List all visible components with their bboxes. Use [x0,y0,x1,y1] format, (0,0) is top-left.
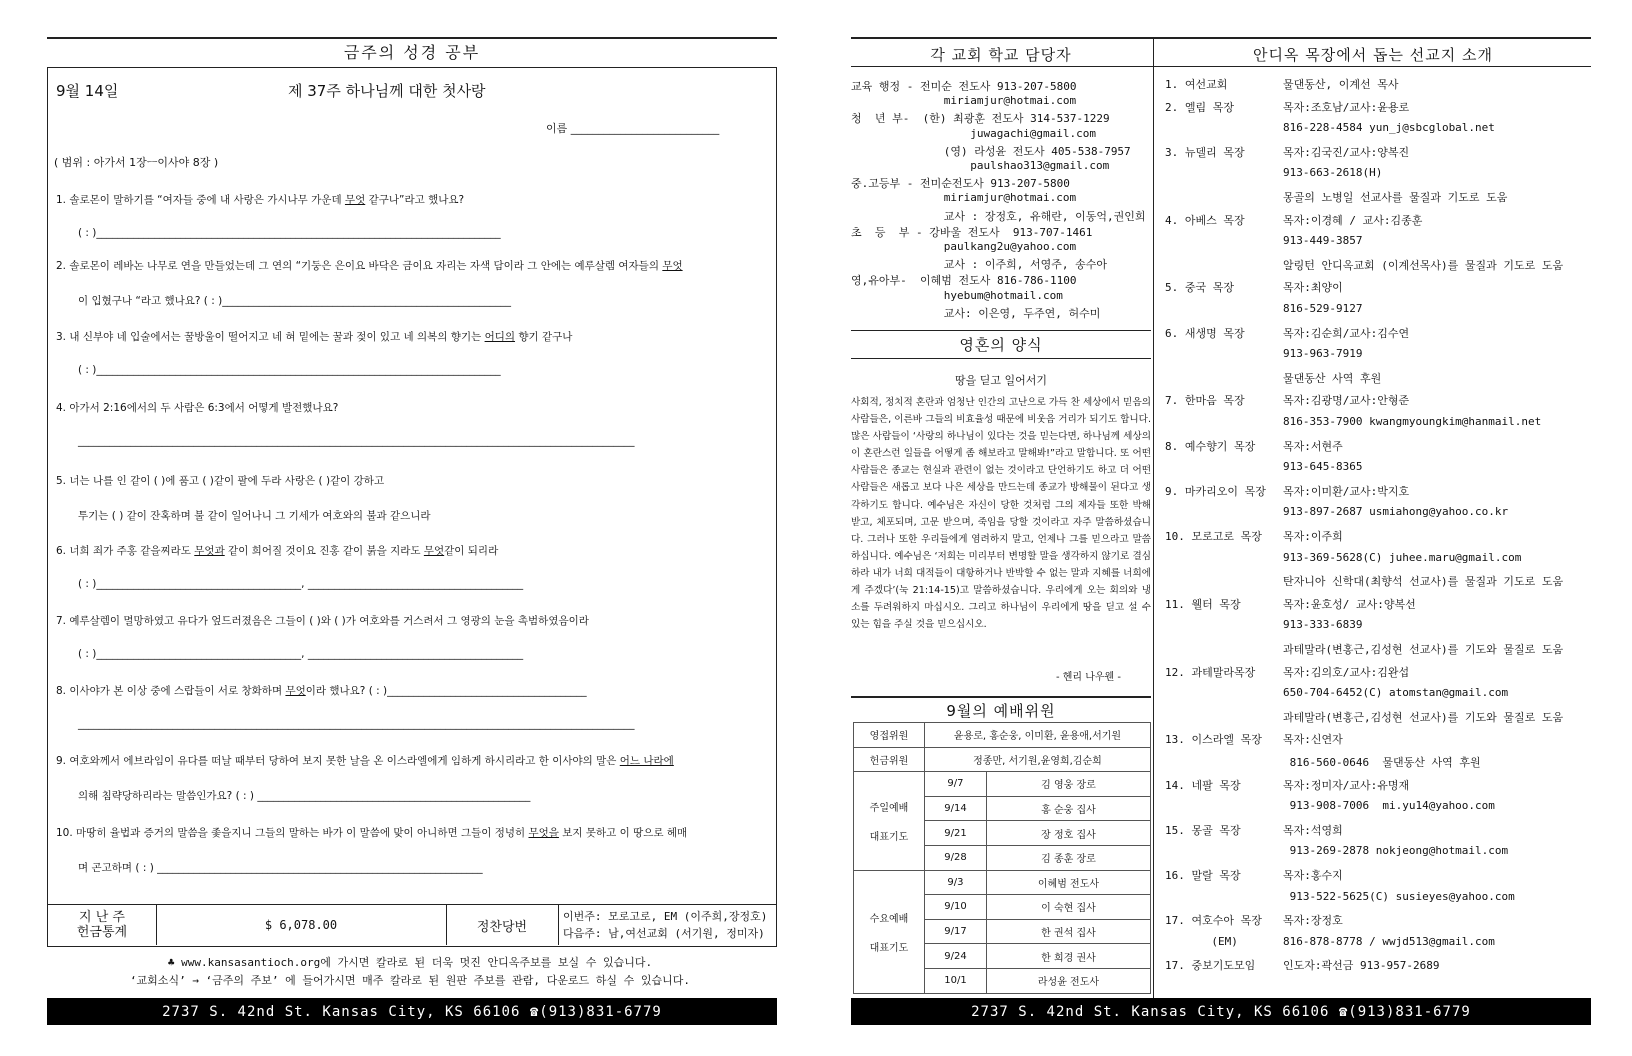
missionary-detail: 목자:석영희 [1283,823,1343,837]
missionary-group-name: 4. 아베스 목장 [1165,213,1245,227]
staff-line: 중.고등부 - 전미순전도사 913-207-5800 [851,177,1070,191]
host-next-week: 다음주: 남,여선교회 (서기원, 정미자) [563,927,765,940]
offering-label [48,905,157,945]
missionary-group-name: 12. 과테말라목장 [1165,665,1256,679]
missionary-group-name: 9. 마카리오이 목장 [1165,484,1266,498]
table-row [854,870,1151,895]
bible-study-title: 금주의 성경 공부 [343,43,481,62]
spirit-section-title: 영혼의 양식 [959,336,1043,354]
answer-blank-4[interactable]: __________________________________________________________________________________________________________ [78,435,635,447]
question-keyword: 어디의 [484,331,516,343]
answer-blank-3[interactable]: ( : )_____________________________________________________________________________ [78,364,501,376]
missionary-detail: 913-663-2618(H) [1283,166,1383,180]
staff-line: 초 등 부 - 강바울 전도사 913-707-1461 [851,225,1093,239]
missionary-detail: 913-897-2687 usmiahong@yahoo.co.kr [1283,505,1509,519]
answer-blank-9[interactable]: 의해 침략당하리라는 말씀인가요? ( : ) ____________________________________________________ [78,790,531,802]
table-row [854,772,1151,797]
missionary-group-name: 6. 새생명 목장 [1165,326,1245,340]
question-4 [56,400,338,415]
question-6 [56,543,498,558]
missionary-detail: 목자:조호남/교사:윤용로 [1283,100,1410,114]
table-row [854,723,1151,748]
question-3 [56,329,572,344]
missionary-detail: 913-522-5625(C) susieyes@yahoo.com [1283,889,1515,903]
missionary-detail: 816-529-9127 [1283,302,1363,315]
answer-blank-10[interactable]: 며 곤고하며 ( : ) ______________________________________________________________ [78,862,483,874]
missionary-detail: 816-228-4584 yun_j@sbcglobal.net [1283,121,1495,135]
missionary-detail: 913-645-8365 [1283,460,1363,474]
missionary-detail: 816-353-7900 kwangmyoungkim@hanmail.net [1283,415,1542,428]
missionary-detail: 몽골의 노병일 선교사를 물질과 기도로 도움 [1283,191,1508,204]
missionary-group-name: 3. 뉴델리 목장 [1165,145,1245,159]
missionary-detail: 탄자니아 신학대(최향석 선교사)를 물질과 기도로 도움 [1283,575,1564,589]
question-text: 같이 희어질 것이요 진홍 같이 붉을 지라도 [224,545,424,557]
missionary-detail: 목자:이주희 [1283,530,1343,543]
question-7 [56,613,589,628]
right-footer-address: 2737 S. 42nd St. Kansas City, KS 66106 ☎(913)831-6779 [851,998,1591,1025]
missionary-detail: 913-449-3857 [1283,234,1363,248]
left-footer-address: 2737 S. 42nd St. Kansas City, KS 66106 ☎(913)831-6779 [47,998,777,1025]
answer-blank-1[interactable]: ( : )_____________________________________________________________________________ [78,227,501,239]
offering-strip [47,905,777,947]
answer-blank-8[interactable]: __________________________________________________________________________________________________________ [78,718,635,730]
missionary-detail: 알링턴 안디옥교회 (이계선목사)를 물질과 기도로 도움 [1283,258,1564,272]
offering-committee-names: 정종만, 서기원,윤영희,김순희 [925,747,1151,772]
devotion-body: 사회적, 정치적 혼란과 엄청난 인간의 고난으로 가득 찬 세상에서 믿음의 사람들은, 이른바 그들의 비효율성 때문에 비웃음 거리가 되기도 합니다. 많은 사람들이 ‘사랑의 하나님이 있다는 것을 믿는다면, 하나님께 세상의 이 혼란스런 일들을 어떻게 좀 해보라고 말해봐!”라고 말합니다. 또 어떤 사람들은 종교는 현실과 관련이 없는 것이라고 단언하기도 하고 더 어떤 사람들은 새롭고 보다 나은 세상을 만드는데 종교가 방해물이 된다고 생각하기도 합니다. 예수님은 자신이 당한 것처럼 그의 제자들 또한 박해 받고, 체포되며, 고문 받으며, 죽임을 당할 것이라고 자주 말씀하셨습니다. 그러나 또한 우리들에게 염려하지 말고, 언제나 그를 믿으라고 말씀하십니다. 예수님은 ‘저희는 미리부터 변명할 말을 생각하지 않기로 결심하라 내가 너희 대적들이 대항하거나 반박할 수 없는 말과 지혜를 너희에게 주겠다’(눅 21:14-15)고 말씀하셨습니다. 우리에게 오는 회의와 냉소를 두려워하지 마십시오. 그리고 하나님이 우리에게 땅을 딛고 설 수 있는 힘을 주실 것을 믿으십시오. [851,397,1151,631]
question-keyword: 무엇 [423,545,445,557]
staff-line: miriamjur@hotmai.com [851,191,1077,205]
missionary-detail: 목자:홍수지 [1283,869,1343,882]
missionary-detail: 816-878-8778 / wwjd513@gmail.com [1283,934,1495,948]
offering-committee-label: 헌금위원 [854,747,925,772]
prayer-leader: 김 영웅 장로 [986,772,1150,797]
column-divider [1153,38,1154,998]
question-text: 9. 여호와께서 에브라임이 유다를 떠날 때부터 당하여 보지 못한 날을 온 이스라엘에게 임하게 하시리라고 한 이사야의 말은 [56,755,620,767]
missionary-detail: 목자:장정호 [1283,914,1343,928]
offering-label-line1: 지 난 주 [79,910,125,925]
question-text: 향기 같구나 [515,331,573,343]
question-text: 같이 되리라 [444,545,499,557]
prayer-label-line2: 대표기도 [869,942,909,954]
question-8 [56,683,587,698]
question-keyword: 무엇 [285,685,306,697]
missionary-detail: 목자:최양이 [1283,281,1343,295]
question-keyword: 무엇 [662,260,683,272]
wednesday-prayer-label [854,870,925,993]
staff-line: juwagachi@gmail.com [851,126,1097,140]
missionary-detail: 목자:서현주 [1283,439,1343,453]
offering-amount: $ 6,078.00 [156,905,447,945]
question-text: 3. 내 신부야 네 입술에서는 꿀방울이 떨어지고 네 혀 밑에는 꿀과 젖이 있고 네 의복의 향기는 [56,331,485,343]
staff-line: 교사: 이은영, 두주연, 허수미 [851,306,1101,320]
question-text: 같구나”라고 했나요? [365,194,465,206]
question-text: 7. 예루살렘이 멸망하였고 유다가 엎드러졌음은 그들이 ( )와 ( )가 여호와를 거스려서 그 영광의 눈을 촉범하였음이라 [56,615,589,627]
prayer-leader: 라성윤 전도사 [986,968,1150,993]
prayer-date: 9/3 [925,870,987,895]
host-this-week: 이번주: 모로고로, EM (이주희,장정호) [563,910,768,923]
prayer-date: 9/14 [925,796,987,821]
prayer-label-line1: 주일예배 [869,802,909,814]
prayer-date: 10/1 [925,968,987,993]
quiz-week-title: 제 37주 하나님께 대한 첫사랑 [288,82,486,100]
question-text: 1. 솔로몬이 말하기를 “여자들 중에 내 사랑은 가시나무 가운데 [56,194,345,206]
question-keyword: 무엇 [344,194,366,206]
missionary-group-name: 5. 중국 목장 [1165,281,1234,295]
missionary-group-name: 17. 중보기도모임 [1165,959,1256,973]
staff-line: 영,유아부- 이혜범 전도사 816-786-1100 [851,274,1077,288]
missionary-detail: 물댄동산 사역 후원 [1283,371,1382,385]
prayer-leader: 한 권석 집사 [986,919,1150,944]
question-text: 보지 못하고 이 땅으로 헤매 [558,827,688,839]
missionary-detail: 인도자:곽선금 913-957-2689 [1283,959,1440,973]
prayer-leader: 이혜범 전도사 [986,870,1150,895]
prayer-date: 9/24 [925,944,987,969]
question-2 [56,258,683,273]
worship-section-title: 9월의 예배위원 [946,702,1056,720]
missionary-detail: 목자:김순희/교사:김수연 [1283,326,1410,340]
question-text: 4. 아가서 2:16에서의 두 사람은 6:3에서 어떻게 발전했나요? [56,402,339,414]
missionary-detail: 목자:정미자/교사:유명재 [1283,778,1410,792]
missionary-group-name: 15. 몽골 목장 [1165,823,1241,837]
question-10 [56,825,687,840]
question-1 [56,192,464,207]
host-schedule [563,908,767,942]
question-keyword: 어느 나라에 [619,755,674,767]
staff-line: 청 년 부- (한) 최광훈 전도사 314-537-1229 [851,112,1110,126]
quiz-range: ( 범위 : 아가서 1장ㅡ이사야 8장 ) [54,156,219,169]
prayer-date: 9/28 [925,845,987,870]
worship-committee-table [853,722,1151,994]
missionary-group-name: 8. 예수향기 목장 [1165,439,1256,453]
missionary-detail: 과테말라(변홍근,김성현 선교사)를 기도와 물질로 도움 [1283,710,1564,724]
missionary-detail: 913-963-7919 [1283,347,1363,361]
missionary-detail: 913-369-5628(C) juhee.maru@gmail.com [1283,550,1522,564]
prayer-date: 9/10 [925,895,987,920]
missionary-detail: 913-333-6839 [1283,618,1363,632]
missionary-detail: 과테말라(변홍근,김성현 선교사)를 기도와 물질로 도움 [1283,643,1564,656]
question-text: 8. 이사야가 본 이상 중에 스랍들이 서로 창화하며 [56,685,286,697]
usher-label: 영접위원 [854,723,925,748]
missionary-group-name: (EM) [1165,934,1238,948]
missionary-detail: 목자:윤호성/ 교사:양복선 [1283,597,1416,611]
prayer-leader: 한 희경 권사 [986,944,1150,969]
answer-blank-6[interactable]: ( : )_______________________________________, _________________________________________ [78,578,524,590]
missionary-detail: 물댄동산, 이계선 목사 [1283,78,1399,91]
host-label: 정찬당번 [446,905,559,945]
sunday-prayer-label [854,772,925,870]
staff-line: miriamjur@hotmai.com [851,94,1077,108]
question-keyword: 무엇과 [194,545,225,557]
missionary-group-name: 14. 네팔 목장 [1165,778,1241,792]
missionary-group-name: 2. 엘림 목장 [1165,100,1234,114]
bulletin-notice: ‘교회소식’ → ‘금주의 주보’ 에 들어가시면 매주 칼라로 된 원판 주보를 관람, 다운로드 하실 수 있습니다. [129,974,691,987]
missionary-section-title: 안디옥 목장에서 돕는 선교지 소개 [1253,46,1493,64]
missionary-detail: 650-704-6452(C) atomstan@gmail.com [1283,686,1509,700]
missionary-detail: 목자:신연자 [1283,733,1343,747]
prayer-date: 9/17 [925,919,987,944]
staff-line: (영) 라성윤 전도사 405-538-7957 [851,144,1131,158]
answer-blank-7[interactable]: ( : )_______________________________________, _________________________________________ [78,648,524,660]
prayer-leader: 이 숙현 집사 [986,895,1150,920]
missionary-detail: 목자:김의호/교사:김완섭 [1283,665,1410,679]
question-5 [56,473,384,488]
question-text: 10. 마땅히 율법과 증거의 말씀을 좇을지니 그들의 말하는 바가 이 말씀에 맞이 아니하면 그들이 정녕히 [56,827,529,839]
offering-label-line2: 헌금통계 [76,925,128,940]
missionary-group-name: 7. 한마음 목장 [1165,394,1245,408]
missionary-group-name: 17. 여호수아 목장 [1165,914,1262,928]
staff-line: paulshao313@gmail.com [851,159,1110,172]
website-notice: ♣ www.kansasantioch.org에 가시면 칼라로 된 더욱 멋진 안디옥주보를 보실 수 있습니다. [167,956,653,969]
question-text: 2. 솔로몬이 레바논 나무로 연을 만들었는데 그 연의 “기둥은 은이요 바닥은 금이요 자리는 자색 담이라 그 안에는 예루살렘 여자들의 [56,260,663,272]
missionary-group-name: 13. 이스라엘 목장 [1165,733,1262,747]
question-keyword: 무엇을 [528,827,559,839]
devotion-subtitle: 땅을 딛고 일어서기 [954,374,1047,387]
staff-line: 교육 행정 - 전미순 전도사 913-207-5800 [851,80,1077,93]
question-text: 5. 너는 나를 인 같이 ( )에 품고 ( )같이 팔에 두라 사랑은 ( )같이 강하고 [56,475,385,487]
usher-names: 윤용로, 홍순웅, 이미환, 윤용애,서기원 [925,723,1151,748]
staff-line: 교사 : 이주희, 서영주, 송수아 [851,258,1107,272]
prayer-date: 9/7 [925,772,987,797]
table-row [854,747,1151,772]
bible-study-quiz [47,67,777,905]
missionary-detail: 913-269-2878 nokjeong@hotmail.com [1283,844,1509,858]
staff-section-title: 각 교회 학교 담당자 [930,46,1072,64]
missionary-group-name: 11. 웰터 목장 [1165,597,1241,611]
missionary-detail: 816-560-0646 물댄동산 사역 후원 [1283,756,1481,769]
prayer-date: 9/21 [925,821,987,846]
prayer-leader: 김 종훈 장로 [986,845,1150,870]
missionary-group-name: 10. 모로고로 목장 [1165,530,1262,543]
answer-blank-5[interactable]: 투기는 ( ) 같이 잔혹하며 불 같이 일어나니 그 기세가 여호와의 불과 같으니라 [78,510,431,522]
question-text: 6. 너희 죄가 주홍 같을찌라도 [56,545,195,557]
question-9 [56,753,674,768]
quiz-date: 9월 14일 [56,82,119,100]
answer-blank-2[interactable]: 이 입혔구나 “라고 했나요? ( : )_______________________________________________________ [78,295,511,307]
prayer-label-line2: 대표기도 [869,831,909,843]
missionary-detail: 목자:김국진/교사:양복진 [1283,145,1410,159]
prayer-leader: 홍 순웅 집사 [986,796,1150,821]
staff-line: 교사 : 장정호, 유해란, 이동억,권인희 [851,209,1146,223]
staff-line: paulkang2u@yahoo.com [851,240,1077,253]
missionary-detail: 목자:이경혜 / 교사:김종훈 [1283,213,1423,227]
name-field[interactable]: 이름 ___________________________ [546,122,720,135]
missionary-group-name: 1. 여선교회 [1165,78,1228,91]
staff-line: hyebum@hotmail.com [851,288,1063,302]
missionary-detail: 913-908-7006 mi.yu14@yahoo.com [1283,799,1495,813]
prayer-leader: 장 정호 집사 [986,821,1150,846]
prayer-label-line1: 수요예배 [869,913,909,925]
question-text: 이라 했나요? ( : )______________________________________ [305,685,587,697]
devotion-author: - 헨리 나우웬 - [1055,672,1121,683]
missionary-group-name: 16. 말랄 목장 [1165,869,1241,882]
missionary-detail: 목자:김광명/교사:안형준 [1283,394,1410,408]
missionary-detail: 목자:이미환/교사:박지호 [1283,484,1410,498]
